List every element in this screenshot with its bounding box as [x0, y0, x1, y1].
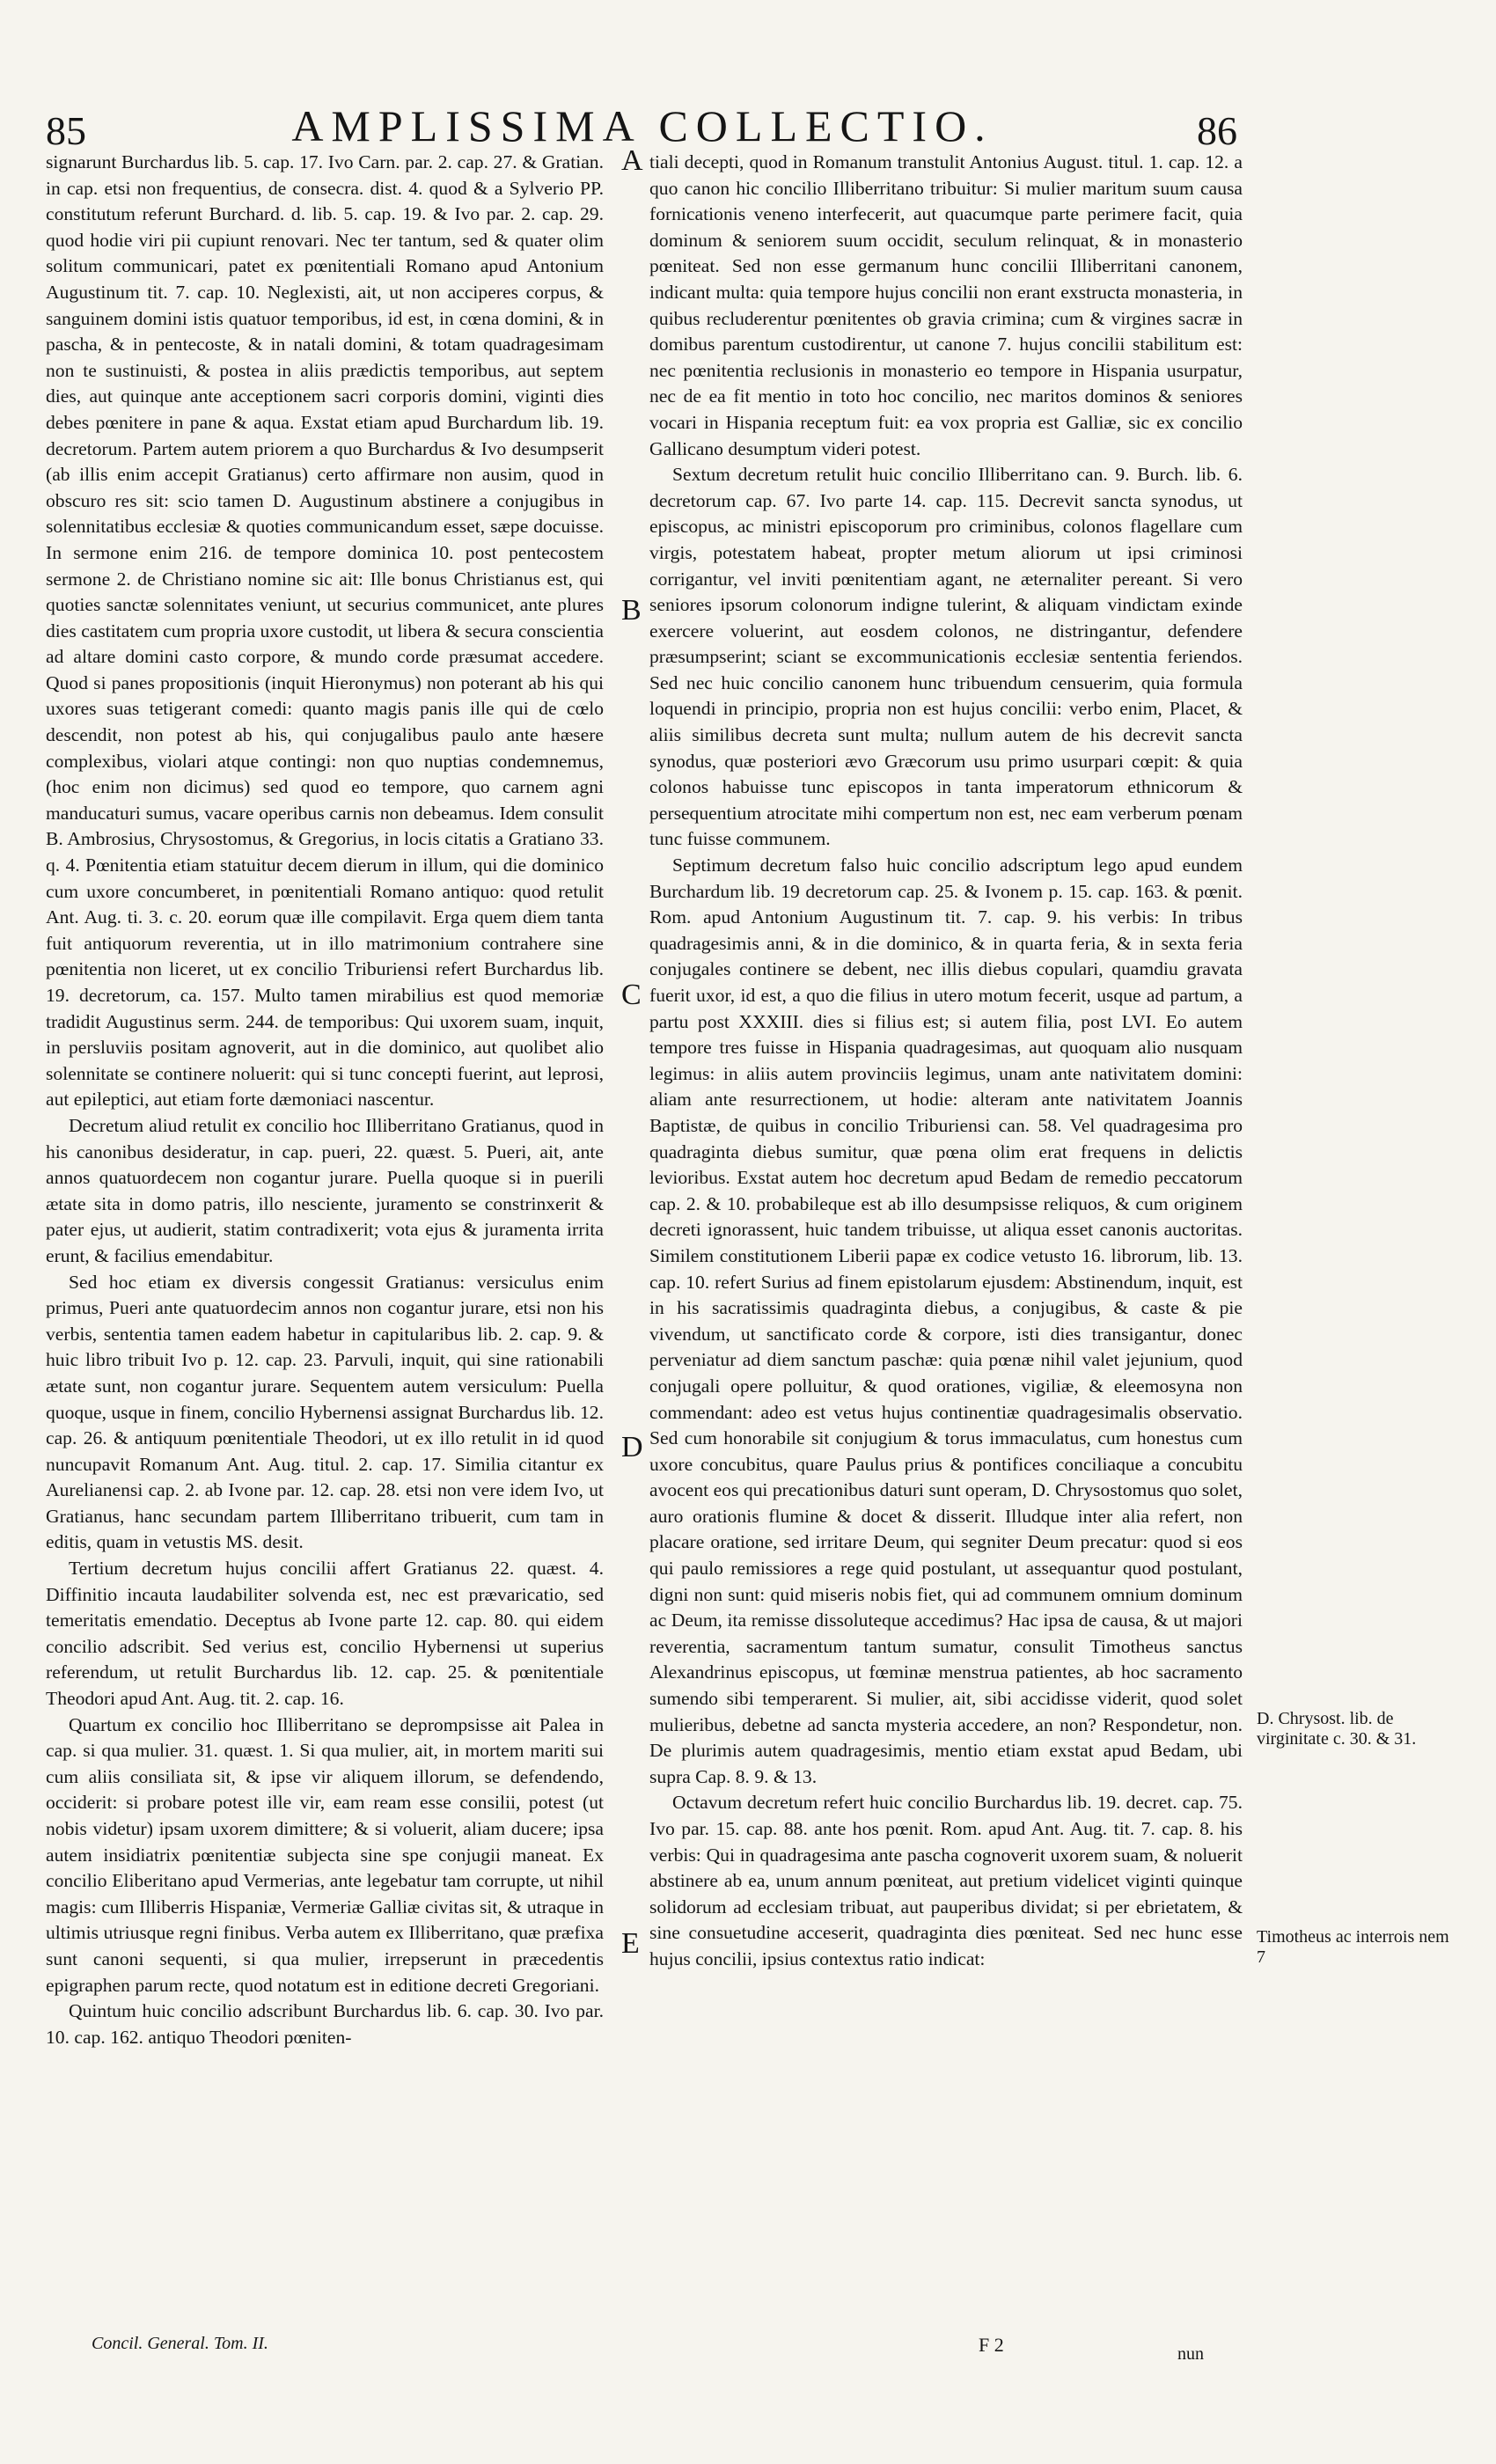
page-title: AMPLISSIMA COLLECTIO. [291, 101, 994, 150]
margin-note: D. Chrysost. lib. de virginitate c. 30. & 31. [1257, 1709, 1417, 1749]
paragraph: tiali decepti, quod in Romanum transtulit Antonius August. titul. 1. cap. 12. a quo canon hic concilio Illiberritano tribuitur: Si mulier maritum suum causa fornicationis veneno interfecerit, aut quacumque parte perimere facit, quia dominum & seniorem suum occidit, seculum relinquat, & in monasterio pœniteat. Sed non esse germanum hunc concilii Illiberritani canonem, indicant multa: quia tempore hujus concilii non erant exstructa monasteria, in quibus recluderentur pœnitentes ob gravia crimina; cum & virgines sacræ in domibus parentum custodirentur, ut canone 7. hujus concilii stabilitum est: nec pœnitentia reclusionis in monasterio eo tempore in Hispania usurpatur, nec de ea fit mentio in toto hoc concilio, nec maritos dominos & seniores vocari in Hispania receptum fuit: ea vox propria est Galliæ, sic ex concilio Gallicano desumptum videri potest. [649, 151, 1243, 459]
page-number-left: 85 [46, 108, 86, 153]
footer-volume: Concil. General. Tom. II. [92, 2334, 268, 2353]
signature-mark: F 2 [979, 2334, 1004, 2356]
page-number-right: 86 [1197, 108, 1237, 153]
paragraph: Sextum decretum retulit huic concilio Illiberritano can. 9. Burch. lib. 6. decretorum cap. 67. Ivo parte 14. cap. 115. Decrevit sancta synodus, ut episcopus, ac ministri episcoporum pro criminibus, colonos flagellare cum virgis, potestatem habeat, propter metum aliorum ut ipsi criminosi corrigantur, vel inviti pœnitentiam agant, ne æternaliter pereant. Si vero seniores ipsorum colonorum indigne tulerint, & aliquam vindictam exinde exercere voluerint, aut eosdem colonos, ne distringantur, defendere præsumpserint; sciant se excommunicationis ecclesiæ sententia feriendos. Sed nec huic concilio canonem hunc tribuendum censuerim, quia formula loquendi in principio, propria non est hujus concilii: verbo enim, Placet, & aliis similibus decreta sunt multa; nullum autem de his decrevit sancta synodus, quæ posteriori ævo Græcorum usu primo usurpari cœpit: & quia colonos habuisse tunc episcopos in tanta imperatorum ethnicorum & persequentium atrocitate mihi compertum non est, nec eam verberum pœnam tunc fuisse communem. [649, 464, 1243, 850]
line-marker-c: C [621, 979, 642, 1011]
line-marker-d: D [621, 1431, 643, 1463]
paragraph: Septimum decretum falso huic concilio adscriptum lego apud eundem Burchardum lib. 19 decretorum cap. 25. & Ivonem p. 15. cap. 163. & pœnit. Rom. apud Antonium Augustinum tit. 7. cap. 9. his verbis: In tribus quadragesimis anni, & in die dominico, & in quarta feria, & in sexta feria conjugales continere se debent, nec illis diebus copulari, quamdiu gravata fuerit uxor, id est, a quo die filius in utero motum fecerit, usque ad partum, a partu post XXXIII. dies si filius est; si autem filia, post LVI. Eo autem tempore tres fuisse in Hispania quadragesimas, aut quoquam alio nusquam legimus: in aliis autem provinciis legimus, unam ante nativitatem domini: aliam ante resurrectionem, ut hodie: alteram ante nativitatem Joannis Baptistæ, de quibus in concilio Triburiensi can. 58. Vel quadragesima pro quadraginta diebus sumitur, quæ pœna olim erat frequens in delictis levioribus. Exstat autem hoc decretum apud Bedam de remedio peccatorum cap. 2. & 10. probabileque est ab illo desumpsisse reliquos, & cum originem decreti ignorassent, huic tandem tribuisse, ut aliqua esset canonis auctoritas. Similem constitutionem Liberii papæ ex codice vetusto 16. librorum, lib. 13. cap. 10. refert Surius ad finem epistolarum ejusdem: Abstinendum, inquit, est in his sacratissimis quadraginta diebus, a conjugibus, & caste & pie vivendum, ut sanctificato corde & corpore, isti dies transigantur, donec perveniatur ad diem sanctum paschæ: quia pœnæ nihil valet jejunium, quod conjugali opere polluitur, & quod orationes, vigiliæ, & eleemosyna non commendant: adeo est vetus hujus continentiæ quadragesimalis observatio. Sed cum honorabile sit conjugium & torus immaculatus, cum honestus cum uxore concubitus, quare Paulus prius & pontifices conciliaque a concubitu avocent eos qui precationibus daturi sunt operam, D. Chrysostomus quo solet, auro orationis flumine & docet & disserit. Illudque inter alia refert, non placare oratione, sed irritare Deum, qui segniter Deum precatur: quod si eos qui paulo remissiores a rege quid postulant, ut assequantur quod postulant, digni non sunt: quid miseris nobis fiet, qui ad communem omnium dominum ac Deum, ita remisse dissoluteque accedimus? Hac ipsa de causa, & ut majori reverentia, sacramentum tantum sumatur, consulit Timotheus sanctus Alexandrinus episcopus, ut fœminæ menstrua patientes, ab hoc sacramento sumendo sibi temperarent. Si mulier, ait, sibi accidisse viderit, quod solet mulieribus, debetne ad sancta mysteria accedere, an non? Respondetur, non. De plurimis autem quadragesimis, mentio etiam exstat apud Bedam, ubi supra Cap. 8. 9. & 13. [649, 854, 1243, 1787]
paragraph: Quintum huic concilio adscribunt Burchardus lib. 6. cap. 30. Ivo par. 10. cap. 162. antiquo Theodori pœniten- [46, 2000, 604, 2048]
paragraph: Octavum decretum refert huic concilio Burchardus lib. 19. decret. cap. 75. Ivo par. 15. cap. 88. ante hos pœnit. Rom. apud Ant. Aug. tit. 7. cap. 8. his verbis: Qui in quadragesima ante pascha cognoverit uxorem suam, & noluerit abstinere ab ea, unum annum pœniteat, aut pretium videlicet viginti quinque solidorum ad ecclesiam tribuat, aut pauperibus dividat; si per ebrietatem, & sine consuetudine acceserit, quadraginta dies pœniteat. Sed nec hunc esse hujus concilii, ipsius contextus ratio indicat: [649, 1792, 1243, 1969]
paragraph: Decretum aliud retulit ex concilio hoc Illiberritano Gratianus, quod in his canonibus desideratur, in cap. pueri, 22. quæst. 5. Pueri, ait, ante annos quatuordecem non cogantur jurare. Puella quoque si in puerili ætate sita in domo patris, illo nesciente, juramento se constrinxerit & pater ejus, ut audierit, statim contradixerit; vota ejus & juramenta irrita erunt, & facilius emendabitur. [46, 1114, 604, 1266]
right-column [649, 150, 1243, 1973]
paragraph: signarunt Burchardus lib. 5. cap. 17. Ivo Carn. par. 2. cap. 27. & Gratian. in cap. etsi non frequentius, de consecra. dist. 4. quod & a Sylverio PP. constitutum referunt Burchard. d. lib. 5. cap. 19. & Ivo par. 2. cap. 29. quod hodie viri pii cupiunt renovari. Nec ter tantum, sed & quater olim solitum communicari, patet ex pœnitentiali Romano apud Antonium Augustinum tit. 7. cap. 10. Neglexisti, ait, ut non acciperes corpus, & sanguinem domini istis quatuor temporibus, id est, in cœna domini, & in pascha, & in pentecoste, & in natali domini, & totam quadragesimam non te sustinuisti, & postea in aliis prædictis temporibus, aut septem dies, aut quinque ante acceptionem sacri corporis domini, viginti dies debes pœnitere in pane & aqua. Exstat etiam apud Burchardum lib. 19. decretorum. Partem autem priorem a quo Burchardus & Ivo desumpserit (ab illis enim accepit Gratianus) certo affirmare non ausim, quod in obscuro res sit: scio tamen D. Augustinum abstinere a conjugibus in solennitatibus ecclesiæ & quoties communicandum esset, sæpe docuisse. In sermone enim 216. de tempore dominica 10. post pentecostem sermone 2. de Christiano nomine sic ait: Ille bonus Christianus est, qui quoties sanctæ solennitates veniunt, ut securius communicet, ante plures dies castitatem cum propria uxore custodit, ut libera & secura conscientia ad altare domini casto corpore, & mundo corde præsumat accedere. Quod si panes propositionis (inquit Hieronymus) non poterant ab his qui uxores suas tetigerant comedi: quanto magis panis ille qui de cœlo descendit, non potest ab his, qui conjugalibus paulo ante hæsere complexibus, violari atque contingi: non quo nuptias condemnemus, (hoc enim non dicimus) sed quod eo tempore, quo carnem agni manducaturi sumus, vacare operibus carnis non debeamus. Idem consulit B. Ambrosius, Chrysostomus, & Gregorius, in locis citatis a Gratiano 33. q. 4. Pœnitentia etiam statuitur decem dierum in illum, qui die dominico cum uxore concumberet, in pœnitentiali Romano antiquo: quod retulit Ant. Aug. ti. 3. c. 20. eorum quæ ille compilavit. Erga quem diem tanta fuit antiquorum reverentia, ut in illo matrimonium contrahere sine pœnitentia non liceret, ut ex concilio Triburiensi refert Burchardus lib. 19. decretorum, ca. 157. Multo tamen mirabilius est quod memoriæ tradidit Augustinus serm. 244. de temporibus: Qui uxorem suam, inquit, in persluviis positam agnoverit, aut in die dominico, aut quolibet alio solennitate se continere noluerit: qui si tunc concepti fuerint, aut leprosi, aut epileptici, aut etiam forte dæmoniaci nascentur. [46, 151, 604, 1111]
line-marker-a: A [621, 144, 643, 177]
catchword: nun [1177, 2344, 1204, 2364]
left-column [46, 150, 604, 2050]
paragraph: Tertium decretum hujus concilii affert Gratianus 22. quæst. 4. Diffinitio incauta laudabiliter solvenda est, nec est prævaricatio, sed temeritatis emendatio. Deceptus ab Ivone parte 12. cap. 80. qui eidem concilio adscribit. Sed verius est, concilio Hybernensi ut superius referendum, ut retulit Burchardus lib. 12. cap. 25. & pœnitentiale Theodori apud Ant. Aug. tit. 2. cap. 16. [46, 1558, 604, 1710]
paragraph: Quartum ex concilio hoc Illiberritano se deprompsisse ait Palea in cap. si qua mulier. 31. quæst. 1. Si qua mulier, ait, in mortem mariti sui cum aliis consiliata sit, & ipse vir aliquem illorum, se defendendo, occiderit: si probare potest ille vir, eam ream esse consilii, potest (ut nobis videtur) ipsam uxorem dimittere; & si voluerit, aliam ducere; ipsa autem insidiatrix pœnitentiæ subjecta sine spe conjugii maneat. Ex concilio Eliberitano apud Vermerias, ante legebatur tam corrupte, ut nihil magis: cum Illiberris Hispaniæ, Vermeriæ Galliæ civitas sit, & utraque in ultimis utriusque regni finibus. Verba autem ex Illiberritano, quæ præfixa sunt canoni sequenti, si qua mulier, irrepserunt in præcedentis epigraphen parum recte, quod notatum est in editione decreti Gregoriani. [46, 1713, 604, 1996]
line-marker-b: B [621, 594, 642, 627]
margin-note: Timotheus ac interrois nem 7 [1257, 1927, 1449, 1967]
line-marker-e: E [621, 1927, 640, 1960]
paragraph: Sed hoc etiam ex diversis congessit Gratianus: versiculus enim primus, Pueri ante quatuordecim annos non cogantur jurare, etsi non his verbis, sententia tamen eadem habetur in capitularibus lib. 2. cap. 9. & huic libro tribuit Ivo p. 12. cap. 23. Parvuli, inquit, qui sine rationabili ætate sunt, non cogantur jurare. Sequentem autem versiculum: Puella quoque, usque in finem, concilio Hybernensi assignat Burchardus lib. 12. cap. 26. & antiquum pœnitentiale Theodori, ut ex illo retulit in id quod nuncupavit Romanum Ant. Aug. titul. 2. cap. 17. Similia citantur ex Aurelianensi cap. 2. ab Ivone par. 12. cap. 28. etsi non vere idem Ivo, ut Gratianus, hanc secundam partem Illiberritano tribuerit, cum tam in editis, quam in vetustis MS. desit. [46, 1271, 604, 1553]
